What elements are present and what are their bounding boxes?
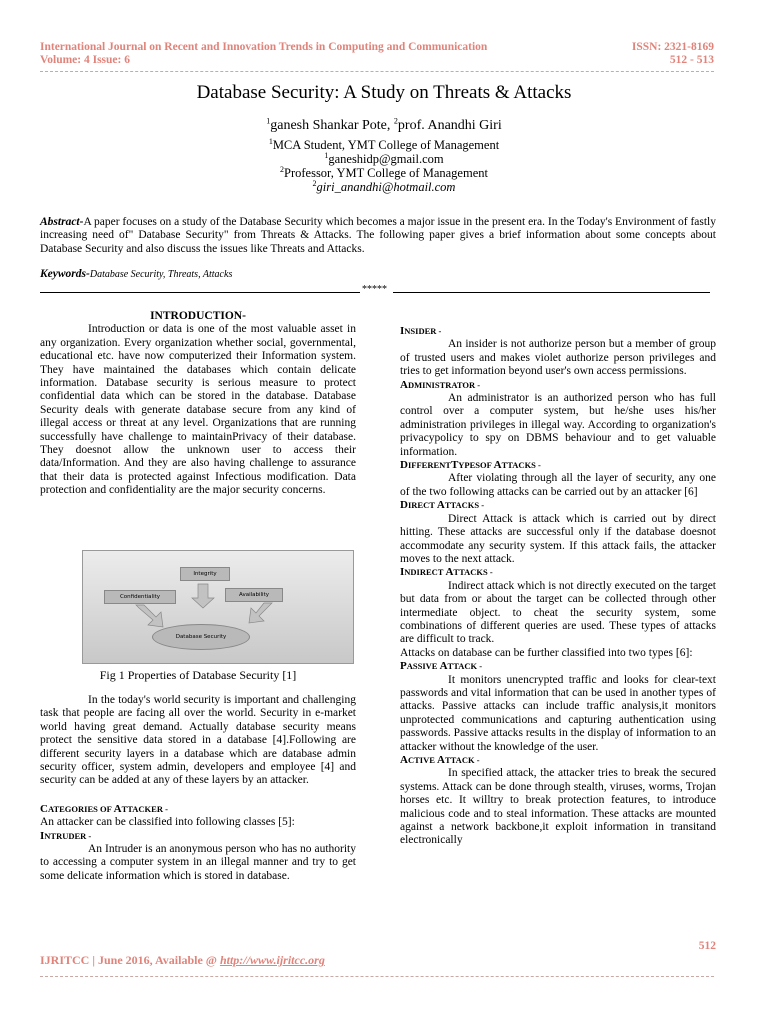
active-attack-paragraph: In specified attack, the attacker tries to break the secured systems. Attack can be done through stealth, viruses, worms, Trojan horses etc. It willtry to break protection features, to introduce malicious code and to steal information. These attacks are mounted against a network backbone,it exploit information in transitand electronically: [400, 767, 716, 847]
authors: $^1$ganesh Shankar Pote, $^2$prof. Anandhi Giri: [266, 116, 502, 133]
active-attack-heading: ACTIVE ATTACK -: [400, 754, 480, 766]
passive-attack-heading: PASSIVE ATTACK -: [400, 660, 483, 673]
abstract-label: Abstract-: [40, 216, 84, 228]
intro-paragraph: Introduction or data is one of the most valuable asset in any organization. Every organization whether social, governmental, educational etc. have now computerized their Information system. They have maintained the databases which contain delicate information. Database security is serious measure to protect confidential data which can be stored in the database. Database Security deals with generate database secure from any kind of illegal access or threat at any level. Organizations that are running successfully have challenge to maintainPrivacy of their database. They doesnot allow the unknown user to access their data/Information. And they are also having challenge to assurance that their data is protected against Infectious modification. Data protection and confidentiality are the major security concerns.: [40, 323, 356, 497]
left-column-upper: [40, 310, 356, 498]
header-divider: [40, 71, 714, 72]
keywords-label: Keywords-: [40, 268, 90, 280]
intruder-heading: INTRUDER -: [40, 829, 92, 842]
keywords: [40, 268, 716, 281]
affiliation-2: Professor, YMT College of Management: [284, 166, 488, 180]
figure-availability: Availability: [225, 588, 283, 602]
journal-name: International Journal on Recent and Innovation Trends in Computing and Communication: [40, 41, 488, 53]
abstract: [40, 216, 716, 256]
right-column: [400, 325, 716, 848]
separator-stars: *****: [362, 284, 387, 295]
separator: [40, 284, 710, 296]
affiliations: $^1$MCA Student, YMT College of Management $^1$ganeshidp@gmail.com $^2$Professor, YMT College of Management $^2$giri_anandhi@hotmail.com: [268, 136, 500, 194]
journal-header: [40, 41, 714, 67]
email-1: ganeshidp@gmail.com: [328, 152, 444, 166]
volume-issue: Volume: 4 Issue: 6: [40, 54, 130, 66]
abstract-text: A paper focuses on a study of the Database Security which becomes a major issue in the present era. In the Today's Environment of fastly increasing need of" Database Security" from Threats & Attacks. The following paper gives a brief information about some concepts about Database Security and also discuss the issues like Threats and Attacks.: [40, 216, 716, 255]
intruder-paragraph: An Intruder is an anonymous person who has no authority to accessing a computer system in an illegal manner and try to get some delicate information which is stored in database.: [40, 843, 356, 882]
administrator-heading: ADMINISTRATOR -: [400, 378, 481, 391]
indirect-attacks-heading: INDIRECT ATTACKS -: [400, 566, 493, 579]
figure-confidentiality: Confidentiality: [104, 590, 176, 604]
administrator-paragraph: An administrator is an authorized person who has full control over a computer system, but he/she uses his/her administration privileges in illegal way. According to organization's privacypolicy to spy on DBMS behaviour and to get valuable information.: [400, 392, 716, 458]
categories-heading: CATEGORIES OF ATTACKER -: [40, 802, 168, 815]
figure-caption: Fig 1 Properties of Database Security [1]: [99, 668, 297, 682]
figure-database-security: [82, 550, 354, 664]
classification-paragraph: Attacks on database can be further classified into two types [6]:: [400, 646, 693, 659]
indirect-attacks-paragraph: Indirect attack which is not directly executed on the target but data from or about the target can be collected through other intermediate object. to cheat the security system, some combinations of different queries are used. These types of attacks are difficult to track.: [400, 579, 716, 646]
footer-divider: [40, 976, 714, 977]
footer-text: IJRITCC | June 2016, Available @: [40, 953, 220, 967]
author-2: prof. Anandhi Giri: [397, 118, 502, 133]
footer-link[interactable]: http://www.ijritcc.org: [219, 953, 325, 967]
email-2: giri_anandhi@hotmail.com: [316, 180, 456, 194]
author-1: ganesh Shankar Pote,: [270, 118, 394, 133]
left-column-lower: [40, 694, 356, 883]
direct-attacks-heading: DIRECT ATTACKS -: [400, 499, 485, 512]
types-of-attacks-heading: DIFFERENTTYPESOF ATTACKS -: [400, 459, 541, 472]
intro-heading: INTRODUCTION-: [150, 310, 246, 322]
categories-paragraph: An attacker can be classified into following classes [5]:: [40, 816, 295, 829]
page-range: 512 - 513: [669, 54, 714, 66]
security-paragraph: In the today's world security is important and challenging task that people are facing all over the world. Security in e-market world having great demand. Actually database security means protect the sensitive data stored in a database [4].Following are different security layers in a database which are database admin security officer, system admin, developers and employee [4] and security can be added at any of these layers by an attacker.: [40, 694, 356, 787]
issn: ISSN: 2321-8169: [631, 41, 714, 53]
separator-line-left: [40, 292, 360, 293]
footer: [40, 953, 325, 968]
page-number: 512: [698, 940, 716, 952]
passive-attack-paragraph: It monitors unencrypted traffic and looks for clear-text passwords and vital information that can be used in another types of attacks. Passive attacks can include traffic analysis,it monitors unprotected communications and capturing authentication using passwords. Passive attacks results in the display of information to an attacker without the knowledge of the user.: [400, 673, 716, 753]
direct-attacks-paragraph: Direct Attack is attack which is carried out by direct hitting. These attacks are successful only if the database doesnot accommodate any security system. If this attack fails, the attacker moves to the next attack.: [400, 512, 716, 565]
insider-paragraph: An insider is not authorize person but a member of group of trusted users and makes violet authorize person privileges and tries to get information beyond user's own access permissions.: [400, 338, 716, 378]
types-of-attacks-paragraph: After violating through all the layer of security, any one of the two following attacks can be carried out by an attacker [6]: [400, 472, 716, 498]
keywords-text: Database Security, Threats, Attacks: [89, 269, 233, 280]
affiliation-1: MCA Student, YMT College of Management: [272, 138, 500, 152]
paper-title: Database Security: A Study on Threats & Attacks: [196, 82, 572, 103]
figure-integrity: Integrity: [180, 567, 230, 581]
separator-line-right: [393, 292, 710, 293]
insider-heading: INSIDER -: [400, 325, 442, 337]
figure-database-security-node: Database Security: [152, 624, 250, 650]
